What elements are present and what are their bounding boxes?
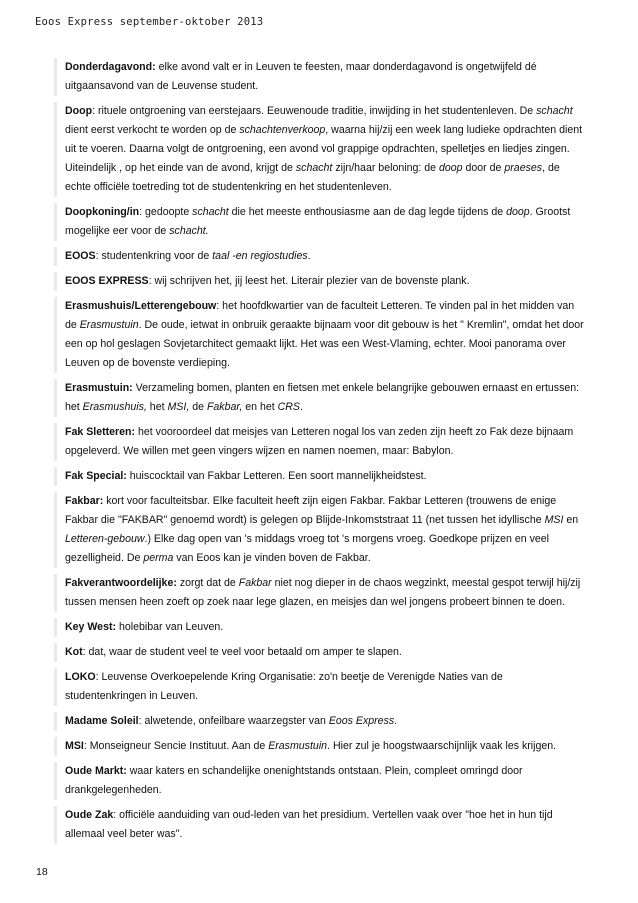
italic-term: Eoos Express (328, 715, 395, 727)
glossary-term: Fak Sletteren: (65, 426, 136, 438)
italic-term: schacht (295, 162, 333, 174)
glossary-term: Fak Special: (65, 470, 127, 482)
glossary-term: Donderdagavond: (65, 61, 156, 73)
definition-text: , de echte officiële toetreding tot de studentenkring en het studentenleven. (65, 162, 560, 193)
italic-term: schacht (192, 206, 229, 218)
glossary-term: Oude Zak (65, 809, 114, 821)
glossary-entry (54, 737, 584, 756)
definition-text: . Grootst mogelijke eer voor de (65, 206, 571, 237)
definition-text: : het hoofdkwartier van de faculteit Letteren. Te vinden pal in het midden van de (65, 300, 575, 331)
italic-term: schacht (536, 105, 573, 117)
definition-text: : wij schrijven het, jij leest het. Literair plezier van de bovenste plank. (148, 275, 470, 287)
definition-text: het vooroordeel dat meisjes van Letteren nogal los van zeden zijn heeft zo Fak deze bijnaam opgeleverd. We willen met geen vingers wijzen en namen noemen, maar: Babylon. (65, 426, 574, 457)
definition-text: : Monseigneur Sencie Instituut. Aan de (83, 740, 269, 752)
definition-text: : alwetende, onfeilbare waarzegster van (138, 715, 329, 727)
italic-term: schacht. (169, 225, 209, 237)
definition-text: zorgt dat de (176, 577, 239, 589)
glossary-entry (54, 379, 584, 417)
definition-text: : Leuvense Overkoepelende Kring Organisatie: zo'n beetje de Verenigde Naties van de studentenkringen in Leuven. (65, 671, 503, 702)
definition-text: kort voor faculteitsbar. Elke faculteit heeft zijn eigen Fakbar. Fakbar Letteren (trouwens de enige Fakbar die "FAKBAR" genoemd wordt) is gelegen op Blijde-Inkomststraat 11 (net tussen het idyllische (65, 495, 557, 526)
definition-text: holebibar van Leuven. (116, 621, 224, 633)
page-header: Eoos Express september-oktober 2013 (35, 16, 264, 28)
definition-text: , waarna hij/zij een week lang ludieke opdrachten dient uit te voeren. Daarna volgt de ontgroening, een avond vol grappige opdrachten, spelletjes en liedjes zingen. Uiteindelijk , op het einde van de avond, krijgt de (65, 124, 583, 174)
definition-text: . (300, 401, 303, 413)
page-number: 18 (36, 866, 48, 878)
definition-text: . (394, 715, 398, 727)
italic-term: praeses (504, 162, 543, 174)
definition-text: en (563, 514, 579, 526)
definition-text: : dat, waar de student veel te veel voor betaald om amper te slapen. (82, 646, 402, 658)
definition-text: : officiële aanduiding van oud-leden van het presidium. Vertellen vaak over "hoe het in hun tijd allemaal veel beter was". (65, 809, 553, 840)
glossary-term: Key West: (65, 621, 117, 633)
glossary-entry (54, 423, 584, 461)
italic-term: Erasmushuis, (82, 401, 147, 413)
definition-text: dient eerst verkocht te worden op de (65, 124, 240, 136)
italic-term: perma (143, 552, 174, 564)
glossary-entry (54, 574, 584, 612)
definition-text: zijn/haar beloning: de (332, 162, 439, 174)
glossary-term: LOKO (65, 671, 96, 683)
glossary-entry (54, 58, 584, 96)
definition-text: Verzameling bomen, planten en fietsen met enkele belangrijke gebouwen ernaast en ertussen: het (65, 382, 580, 413)
glossary-term: Fakverantwoordelijke: (65, 577, 177, 589)
glossary-term: EOOS EXPRESS (65, 275, 149, 287)
glossary-entry (54, 712, 584, 731)
definition-text: elke avond valt er in Leuven te feesten, maar donderdagavond is ongetwijfeld dé uitgaansavond van de Leuvense student. (65, 61, 537, 92)
definition-text: van Eoos kan je vinden boven de Fakbar. (173, 552, 371, 564)
glossary-term: Madame Soleil (65, 715, 139, 727)
italic-term: Fakbar (238, 577, 272, 589)
glossary-entry (54, 492, 584, 568)
italic-term: doop (438, 162, 463, 174)
italic-term: schachtenverkoop (239, 124, 326, 136)
italic-term: Letteren-gebouw (65, 533, 145, 545)
glossary-term: Doopkoning/in (65, 206, 140, 218)
glossary-term: MSI (65, 740, 84, 752)
italic-term: MSI, (167, 401, 190, 413)
glossary-entry (54, 806, 584, 844)
definition-text: : studentenkring voor de (95, 250, 213, 262)
italic-term: Erasmustuin (79, 319, 139, 331)
glossary-term: Oude Markt: (65, 765, 127, 777)
definition-text: niet nog dieper in de chaos wegzinkt, meestal gespot terwijl hij/zij tussen mensen heen zoeft op zoek naar lege glazen, en meisjes dan wel jongens probeert binnen te doen. (65, 577, 581, 608)
definition-text: door de (462, 162, 505, 174)
glossary-term: Kot (65, 646, 83, 658)
definition-text: de (189, 401, 207, 413)
glossary-term: Fakbar: (65, 495, 104, 507)
italic-term: CRS (277, 401, 300, 413)
glossary-entry (54, 668, 584, 706)
italic-term: taal -en regiostudies (212, 250, 308, 262)
definition-text: het (146, 401, 168, 413)
definition-text: . (307, 250, 311, 262)
definition-text: die het meeste enthousiasme aan de dag legde tijdens de (228, 206, 507, 218)
definition-text: .) Elke dag open van 's middags vroeg tot 's morgens vroeg. Goedkope prijzen en veel gezelligheid. De (65, 533, 549, 564)
glossary-entry (54, 467, 584, 486)
definition-text: . Hier zul je hoogstwaarschijnlijk vaak les krijgen. (327, 740, 557, 752)
glossary-term: Erasmustuin: (65, 382, 133, 394)
definition-text: en het (242, 401, 278, 413)
glossary-entry (54, 102, 584, 197)
glossary-entry (54, 272, 584, 291)
glossary-entry (54, 618, 584, 637)
definition-text: . De oude, ietwat in onbruik geraakte bijnaam voor dit gebouw is het " Kremlin", omdat het door een op hol geslagen Sovjetarchitect gemaakt lijkt. Het was een West-Vlaming, echter. Mooi panorama over Leuven op de bovenste verdieping. (65, 319, 584, 369)
glossary-entry (54, 762, 584, 800)
definition-text: huiscocktail van Fakbar Letteren. Een soort mannelijkheidstest. (126, 470, 427, 482)
glossary-list (54, 58, 584, 850)
glossary-entry (54, 643, 584, 662)
glossary-entry (54, 247, 584, 266)
italic-term: doop (506, 206, 530, 218)
glossary-entry (54, 203, 584, 241)
glossary-term: Doop (65, 105, 93, 117)
italic-term: Fakbar, (206, 401, 243, 413)
italic-term: MSI (544, 514, 564, 526)
glossary-term: Erasmushuis/Letterengebouw (65, 300, 217, 312)
definition-text: : gedoopte (139, 206, 193, 218)
definition-text: waar katers en schandelijke onenightstands ontstaan. Plein, compleet omringd door drankgelegenheden. (65, 765, 523, 796)
glossary-term: EOOS (65, 250, 96, 262)
definition-text: : rituele ontgroening van eerstejaars. Eeuwenoude traditie, inwijding in het studentenleven. De (92, 105, 537, 117)
italic-term: Erasmustuin (268, 740, 328, 752)
glossary-entry (54, 297, 584, 373)
